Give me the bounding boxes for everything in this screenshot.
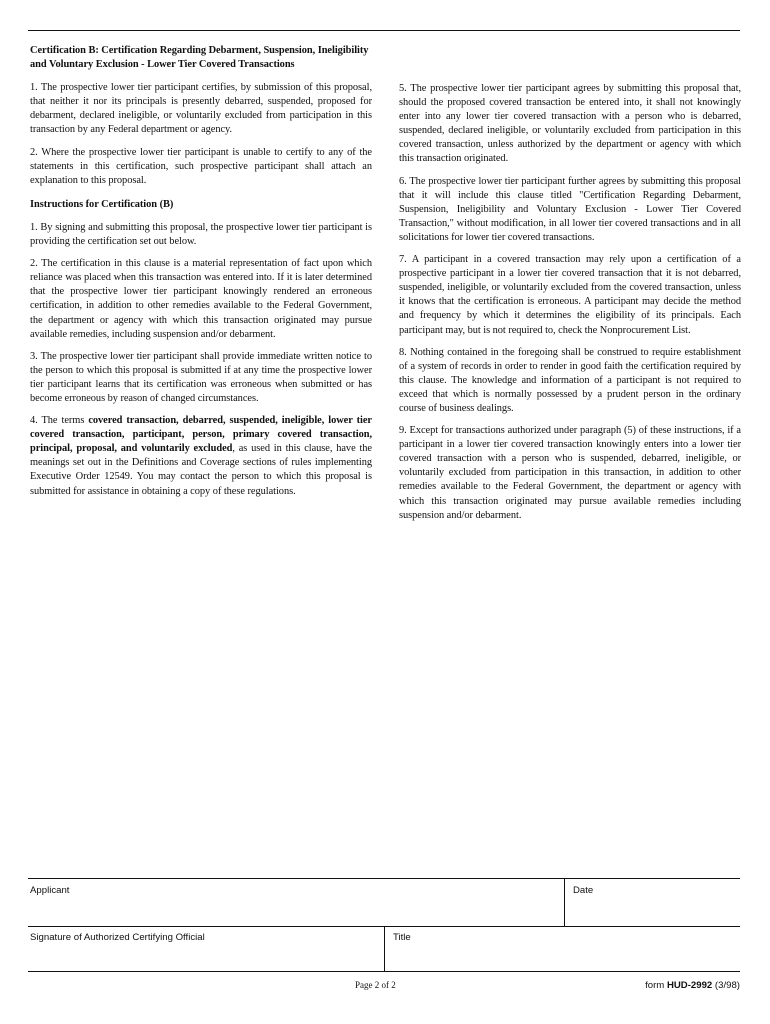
instruction-4 [30,414,372,499]
instruction-4-suffix: , as used in this clause, have the meanings set out in the Definitions and Coverage sections of rules implementing Executive Order 12549. You may contact the person to which this proposal is submitted for assistance in obtaining a copy of these regulations. [30,443,372,497]
left-column [30,44,372,507]
top-rule [28,30,740,31]
instructions-heading: Instructions for Certification (B) [30,198,174,210]
signature-block-top-rule [28,878,740,879]
form-identifier [645,980,740,991]
signature-block [28,878,740,972]
instruction-5: 5. The prospective lower tier participant agrees by submitting this proposal that, should the proposed covered transaction be entered into, it shall not knowingly enter into any lower tier covered transaction with a person who is debarred, suspended, declared ineligible, or voluntarily excluded from participation in this covered transaction, unless authorized by the department or agency with which this transaction originated. [399,83,741,165]
right-column [399,82,741,531]
instruction-4-defined-terms: covered transaction, debarred, suspended, ineligible, lower tier covered transaction, participant, person, primary covered transaction, principal, proposal, and voluntarily excluded [30,415,372,455]
instruction-9: 9. Except for transactions authorized under paragraph (5) of these instructions, if a participant in a lower tier covered transaction knowingly enters into a lower tier covered transaction with a person who is suspended, debarred, ineligible, or voluntarily excluded from participation in this transaction, in addition to other remedies available to the Federal Government, the department or agency with which this transaction originated may pursue available remedies including suspension and/or debarment. [399,425,741,521]
page-number: Page 2 of 2 [355,980,396,990]
instruction-2: 2. The certification in this clause is a material representation of fact upon which reliance was placed when this transaction was entered into. If it is later determined that the prospective lower tier participant knowingly rendered an erroneous certification, in addition to other remedies available to the Federal Government, the department or agency with which this transaction originated may pursue available remedies, including suspension and/or debarment. [30,258,372,340]
title-divider [384,926,385,972]
applicant-label: Applicant [30,885,70,896]
instruction-6: 6. The prospective lower tier participant further agrees by submitting this proposal that it will include this clause titled "Certification Regarding Debarment, Suspension, Ineligibility and Voluntary Exclusion - Lower Tier Covered Transaction," without modification, in all lower tier covered transactions and in all solicitations for lower tier covered transactions. [399,175,741,243]
instruction-4-prefix: 4. The terms [30,415,89,427]
certification-heading: Certification B: Certification Regarding Debarment, Suspension, Ineligibility and Voluntary Exclusion - Lower Tier Covered Transactions [30,45,369,71]
form-prefix: form [645,980,667,991]
instruction-3: 3. The prospective lower tier participant shall provide immediate written notice to the person to which this proposal is submitted if at any time the prospective lower tier participant learns that its certification was erroneous when submitted or has become erroneous by reason of changed circumstances. [30,350,372,404]
instruction-1: 1. By signing and submitting this proposal, the prospective lower tier participant is providing the certification set out below. [30,221,372,248]
date-label: Date [573,885,594,896]
form-date: (3/98) [712,980,740,991]
instruction-7: 7. A participant in a covered transaction may rely upon a certification of a prospective participant in a lower tier covered transaction that it is not debarred, suspended, ineligible, or voluntarily excluded from the covered transaction, unless it knows that the certification is erroneous. A participant may decide the method and frequency by which it determines the eligibility of its principals. Each participant may, but is not required to, check the Nonprocurement List. [399,254,741,336]
form-number: HUD-2992 [666,980,713,991]
certification-paragraph-1: 1. The prospective lower tier participant certifies, by submission of this proposal, that neither it nor its principals is presently debarred, suspended, proposed for debarment, declared ineligible, or voluntarily excluded from participation in this transaction by any Federal department or agency. [30,82,372,136]
certification-paragraph-2: 2. Where the prospective lower tier participant is unable to certify to any of the statements in this certification, such prospective participant shall attach an explanation to this proposal. [30,146,372,186]
signature-label: Signature of Authorized Certifying Official [30,932,205,943]
date-divider [564,878,565,926]
signature-line[interactable] [28,971,740,972]
title-label: Title [393,932,411,943]
instruction-8: 8. Nothing contained in the foregoing shall be construed to require establishment of a system of records in order to render in good faith the certification required by this clause. The knowledge and information of a participant is not required to exceed that which is normally possessed by a prudent person in the ordinary course of business dealings. [399,346,741,414]
